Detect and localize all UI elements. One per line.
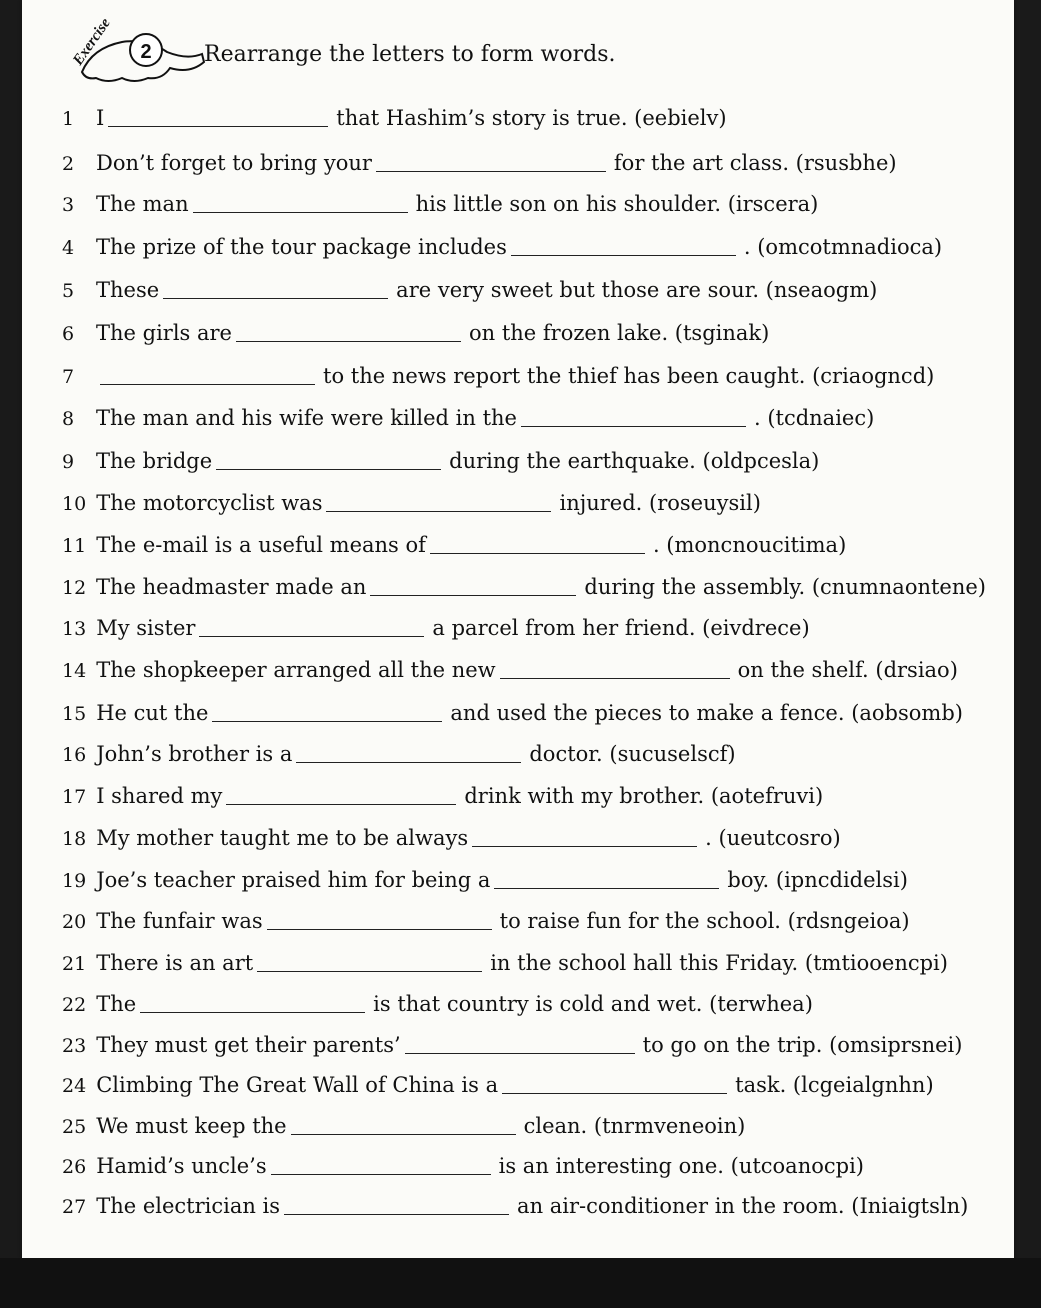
question-row (62, 862, 986, 892)
question-text-before: The headmaster made an (96, 575, 367, 599)
question-text-after: on the frozen lake. (tsginak) (469, 321, 770, 345)
answer-blank[interactable] (140, 994, 365, 1013)
answer-blank[interactable] (291, 1116, 516, 1135)
question-text-after: is that country is cold and wet. (terwhea) (373, 992, 813, 1016)
question-text-after: that Hashim’s story is true. (eebielv) (336, 106, 727, 130)
answer-blank[interactable] (212, 703, 442, 722)
question-text-after: clean. (tnrmveneoin) (523, 1114, 746, 1138)
question-row (62, 945, 986, 975)
answer-blank[interactable] (370, 577, 576, 596)
question-text-before: These (96, 278, 160, 302)
question-row (62, 736, 986, 766)
question-row (62, 527, 986, 557)
answer-blank[interactable] (500, 660, 730, 679)
question-text-before: I shared my (96, 784, 223, 808)
question-text-after: . (tcdnaiec) (753, 406, 875, 430)
question-text-before: Climbing The Great Wall of China is a (96, 1073, 499, 1097)
bottom-frame (0, 1258, 1041, 1308)
question-text-before: I (96, 106, 105, 130)
question-text-after: during the assembly. (cnumnaontene) (584, 575, 986, 599)
question-text-after: . (omcotmnadioca) (743, 235, 943, 259)
question-number: 7 (62, 366, 75, 388)
answer-blank[interactable] (271, 1156, 491, 1175)
question-number: 13 (62, 618, 87, 640)
question-row (62, 100, 986, 130)
question-row (62, 569, 986, 599)
question-number: 27 (62, 1196, 87, 1218)
question-row (62, 229, 986, 259)
question-number: 3 (62, 194, 75, 216)
exercise-badge-graphic (52, 8, 212, 88)
question-number: 10 (62, 493, 87, 515)
answer-blank[interactable] (405, 1035, 635, 1054)
answer-blank[interactable] (472, 828, 697, 847)
answer-blank[interactable] (326, 493, 551, 512)
question-text-after: during the earthquake. (oldpcesla) (449, 449, 820, 473)
question-text-after: on the shelf. (drsiao) (737, 658, 958, 682)
question-text-after: . (ueutcosro) (705, 826, 841, 850)
answer-blank[interactable] (257, 953, 482, 972)
question-text-before: We must keep the (96, 1114, 287, 1138)
question-number: 9 (62, 451, 75, 473)
question-number: 6 (62, 323, 75, 345)
answer-blank[interactable] (226, 786, 456, 805)
question-number: 1 (62, 108, 75, 130)
answer-blank[interactable] (267, 911, 492, 930)
question-text-before: My sister (96, 616, 196, 640)
question-text-after: boy. (ipncdidelsi) (727, 868, 908, 892)
question-text-before: Don’t forget to bring your (96, 151, 372, 175)
question-row (62, 315, 986, 345)
question-row (62, 1067, 986, 1097)
question-text-before: The shopkeeper arranged all the new (96, 658, 496, 682)
question-text-before: The bridge (96, 449, 213, 473)
question-row (62, 1148, 986, 1178)
answer-blank[interactable] (163, 280, 388, 299)
question-number: 15 (62, 703, 87, 725)
question-row (62, 820, 986, 850)
question-number: 25 (62, 1116, 87, 1138)
question-row (62, 652, 986, 682)
question-row (62, 1188, 986, 1218)
question-row (62, 1027, 986, 1057)
question-text-before: The man (96, 192, 189, 216)
question-row (62, 485, 986, 515)
question-row (62, 903, 986, 933)
question-text-before: The girls are (96, 321, 232, 345)
question-row (62, 145, 986, 175)
answer-blank[interactable] (199, 618, 424, 637)
question-text-after: injured. (roseuysil) (559, 491, 761, 515)
question-row (62, 272, 986, 302)
question-number: 18 (62, 828, 87, 850)
question-number: 14 (62, 660, 87, 682)
question-row (62, 695, 986, 725)
question-text-before: The electrician is (96, 1194, 281, 1218)
answer-blank[interactable] (100, 366, 315, 385)
answer-blank[interactable] (236, 323, 461, 342)
question-text-before: The motorcyclist was (96, 491, 323, 515)
answer-blank[interactable] (216, 451, 441, 470)
answer-blank[interactable] (376, 153, 606, 172)
question-text-before: They must get their parents’ (96, 1033, 401, 1057)
question-number: 21 (62, 953, 87, 975)
exercise-number: 2 (140, 41, 152, 63)
question-number: 20 (62, 911, 87, 933)
question-text-after: and used the pieces to make a fence. (aobsomb) (450, 701, 963, 725)
question-row (62, 400, 986, 430)
question-text-after: to the news report the thief has been caught. (criaogncd) (323, 364, 935, 388)
question-number: 24 (62, 1075, 87, 1097)
question-number: 8 (62, 408, 75, 430)
question-number: 17 (62, 786, 87, 808)
question-text-after: task. (lcgeialgnhn) (735, 1073, 934, 1097)
question-number: 11 (62, 535, 87, 557)
question-number: 23 (62, 1035, 87, 1057)
worksheet-page (22, 0, 1014, 1258)
question-row (62, 986, 986, 1016)
question-row (62, 778, 986, 808)
question-text-before: There is an art (96, 951, 254, 975)
question-text-before: The funfair was (96, 909, 263, 933)
answer-blank[interactable] (296, 744, 521, 763)
answer-blank[interactable] (494, 870, 719, 889)
answer-blank[interactable] (284, 1196, 509, 1215)
question-text-after: an air-conditioner in the room. (Iniaigtsln) (517, 1194, 969, 1218)
question-text-before: My mother taught me to be always (96, 826, 469, 850)
answer-blank[interactable] (108, 108, 328, 127)
question-text-after: in the school hall this Friday. (tmtiooencpi) (490, 951, 948, 975)
question-text-before: Hamid’s uncle’s (96, 1154, 267, 1178)
question-number: 5 (62, 280, 75, 302)
question-text-after: is an interesting one. (utcoanocpi) (498, 1154, 864, 1178)
answer-blank[interactable] (430, 535, 645, 554)
question-text-after: doctor. (sucuselscf) (529, 742, 736, 766)
question-number: 26 (62, 1156, 87, 1178)
question-text-before: Joe’s teacher praised him for being a (96, 868, 491, 892)
answer-blank[interactable] (521, 408, 746, 427)
answer-blank[interactable] (193, 194, 408, 213)
question-text-before: John’s brother is a (96, 742, 293, 766)
question-number: 16 (62, 744, 87, 766)
question-text-after: a parcel from her friend. (eivdrece) (432, 616, 810, 640)
question-text-after: drink with my brother. (aotefruvi) (464, 784, 824, 808)
question-text-after: . (moncnoucitima) (652, 533, 847, 557)
question-text-before: The prize of the tour package includes (96, 235, 507, 259)
question-text-after: are very sweet but those are sour. (nseaogm) (396, 278, 878, 302)
question-text-after: to go on the trip. (omsiprsnei) (642, 1033, 963, 1057)
answer-blank[interactable] (511, 237, 736, 256)
question-number: 19 (62, 870, 87, 892)
question-row (62, 610, 986, 640)
question-row (62, 358, 986, 388)
instruction-text: Rearrange the letters to form words. (204, 42, 616, 67)
question-row (62, 443, 986, 473)
question-text-before: The (96, 992, 137, 1016)
exercise-label: Exercise (70, 15, 114, 69)
question-number: 12 (62, 577, 87, 599)
question-number: 4 (62, 237, 75, 259)
question-row (62, 1108, 986, 1138)
question-text-before: He cut the (96, 701, 209, 725)
question-text-before: The man and his wife were killed in the (96, 406, 517, 430)
question-text-after: for the art class. (rsusbhe) (613, 151, 897, 175)
question-number: 2 (62, 153, 75, 175)
exercise-badge (52, 8, 212, 88)
question-text-after: his little son on his shoulder. (irscera) (415, 192, 819, 216)
question-row (62, 186, 986, 216)
question-text-before: The e-mail is a useful means of (96, 533, 426, 557)
question-number: 22 (62, 994, 87, 1016)
answer-blank[interactable] (502, 1075, 727, 1094)
question-text-after: to raise fun for the school. (rdsngeioa) (499, 909, 910, 933)
